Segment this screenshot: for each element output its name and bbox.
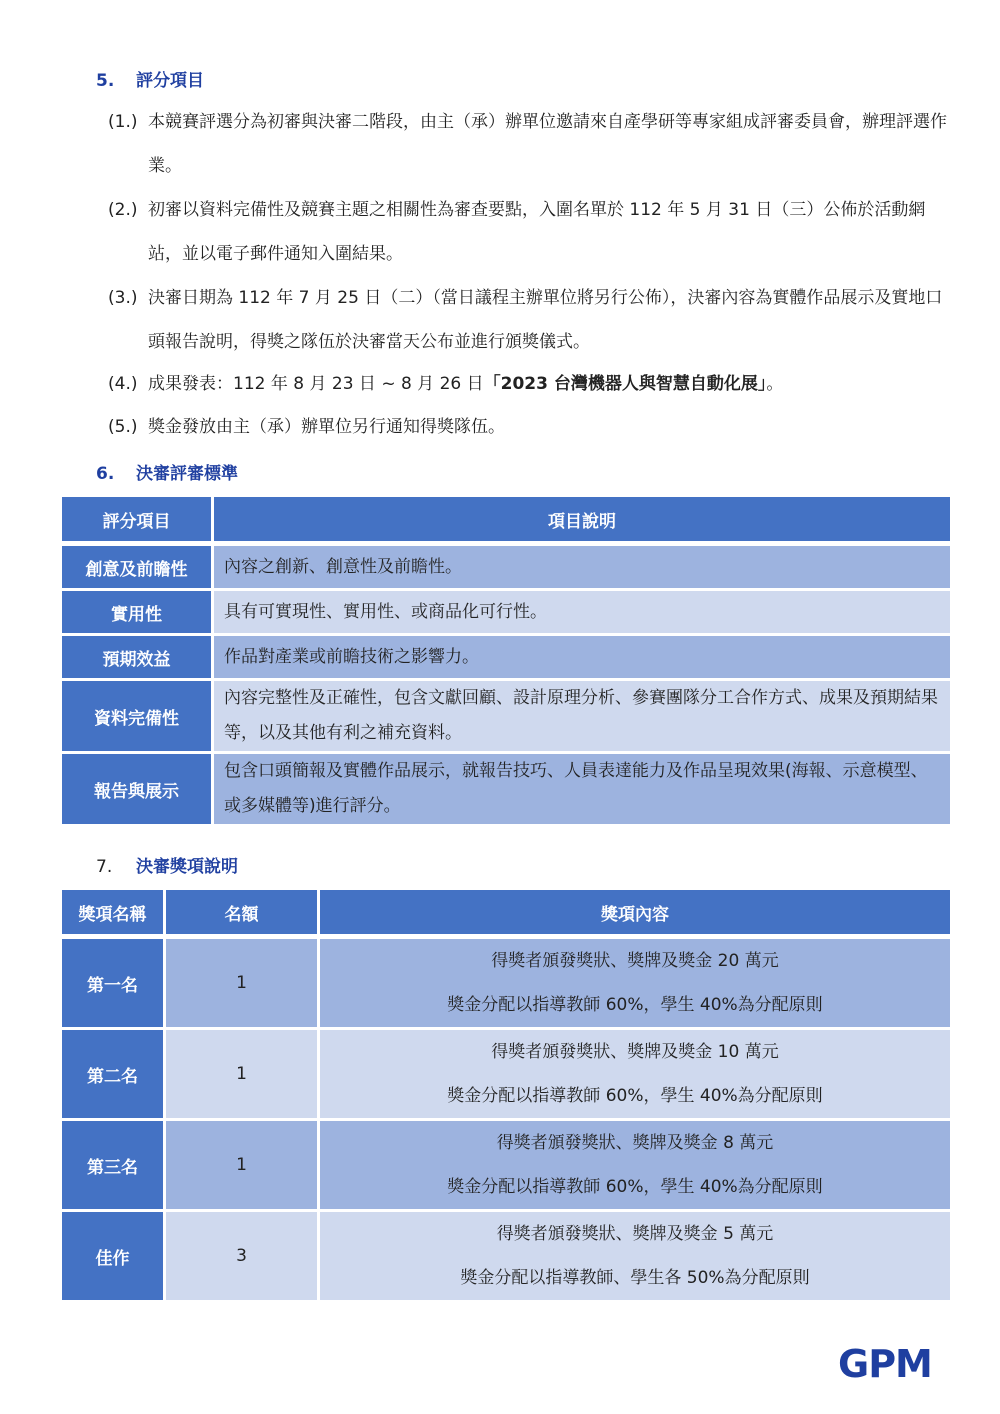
item-text-bold: 「2023 台灣機器人與智慧自動化展」 [483, 374, 767, 394]
section5-item-5 [108, 405, 948, 449]
criteria-label: 資料完備性 [62, 681, 214, 754]
table-row [62, 591, 950, 636]
section5-item-1 [108, 100, 948, 188]
item-number: (3.) [108, 288, 138, 308]
award-content [320, 1212, 950, 1300]
award-name: 第一名 [62, 939, 166, 1030]
section7-number: 7. [96, 857, 113, 877]
table-header-row [62, 497, 950, 546]
section5-title-text: 評分項目 [136, 71, 204, 91]
section5-item-4 [108, 362, 948, 406]
criteria-description: 包含口頭簡報及實體作品展示，就報告技巧、人員表達能力及作品呈現效果(海報、示意模型、或多媒體等)進行評分。 [214, 754, 950, 824]
table-row [62, 1212, 950, 1300]
award-name: 佳作 [62, 1212, 166, 1300]
column-header: 獎項名稱 [62, 890, 166, 939]
column-header: 評分項目 [62, 497, 214, 546]
award-prize-line: 得獎者頒發獎狀、獎牌及獎金 20 萬元 [491, 951, 779, 971]
section7-title [96, 852, 238, 877]
item-number: (4.) [108, 374, 138, 394]
item-text: 本競賽評選分為初審與決審二階段，由主（承）辦單位邀請來自產學研等專家組成評審委員會，辦理評選作業。 [148, 112, 947, 176]
item-text: 獎金發放由主（承）辦單位另行通知得獎隊伍。 [148, 417, 505, 437]
award-count: 1 [166, 1030, 320, 1121]
award-distribution-line: 獎金分配以指導教師、學生各 50%為分配原則 [460, 1268, 810, 1288]
table-row [62, 1121, 950, 1212]
table-row [62, 939, 950, 1030]
item-text-before: 成果發表：112 年 8 月 23 日 ~ 8 月 26 日 [148, 374, 484, 394]
item-text [148, 362, 948, 406]
table-row [62, 1030, 950, 1121]
awards-table [62, 890, 950, 1300]
section5-item-2 [108, 188, 948, 276]
section5-number: 5. [96, 71, 115, 91]
section5-item-3 [108, 276, 948, 364]
item-number: (1.) [108, 112, 138, 132]
column-header: 名額 [166, 890, 320, 939]
criteria-description: 具有可實現性、實用性、或商品化可行性。 [214, 591, 950, 636]
award-content [320, 939, 950, 1030]
column-header: 項目說明 [214, 497, 950, 546]
award-content [320, 1121, 950, 1212]
gpm-logo: GPM [838, 1342, 932, 1386]
section6-number: 6. [96, 464, 115, 484]
item-text: 初審以資料完備性及競賽主題之相關性為審查要點，入圍名單於 112 年 5 月 31 日（三）公佈於活動網站，並以電子郵件通知入圍結果。 [148, 200, 926, 264]
table-row [62, 754, 950, 824]
award-name: 第三名 [62, 1121, 166, 1212]
section6-title-text: 決審評審標準 [136, 464, 238, 484]
award-count: 1 [166, 1121, 320, 1212]
award-name: 第二名 [62, 1030, 166, 1121]
column-header: 獎項內容 [320, 890, 950, 939]
award-prize-line: 得獎者頒發獎狀、獎牌及獎金 8 萬元 [496, 1133, 774, 1153]
criteria-label: 創意及前瞻性 [62, 546, 214, 591]
table-row [62, 681, 950, 754]
table-row [62, 546, 950, 591]
section7-title-text: 決審獎項說明 [136, 857, 238, 877]
section6-title [96, 459, 238, 484]
table-header-row [62, 890, 950, 939]
award-distribution-line: 獎金分配以指導教師 60%，學生 40%為分配原則 [447, 1177, 823, 1197]
item-number: (5.) [108, 417, 138, 437]
award-content [320, 1030, 950, 1121]
award-distribution-line: 獎金分配以指導教師 60%，學生 40%為分配原則 [447, 1086, 823, 1106]
criteria-description: 內容完整性及正確性，包含文獻回顧、設計原理分析、參賽團隊分工合作方式、成果及預期結果等，以及其他有利之補充資料。 [214, 681, 950, 754]
award-prize-line: 得獎者頒發獎狀、獎牌及獎金 10 萬元 [491, 1042, 779, 1062]
award-count: 1 [166, 939, 320, 1030]
criteria-label: 報告與展示 [62, 754, 214, 824]
criteria-description: 作品對產業或前瞻技術之影響力。 [214, 636, 950, 681]
table-row [62, 636, 950, 681]
criteria-label: 實用性 [62, 591, 214, 636]
award-distribution-line: 獎金分配以指導教師 60%，學生 40%為分配原則 [447, 995, 823, 1015]
award-count: 3 [166, 1212, 320, 1300]
item-text: 決審日期為 112 年 7 月 25 日（二）（當日議程主辦單位將另行公佈），決審內容為實體作品展示及實地口頭報告說明，得獎之隊伍於決審當天公布並進行頒獎儀式。 [148, 288, 943, 352]
criteria-description: 內容之創新、創意性及前瞻性。 [214, 546, 950, 591]
award-prize-line: 得獎者頒發獎狀、獎牌及獎金 5 萬元 [496, 1224, 774, 1244]
item-text-after: 。 [766, 374, 784, 394]
judging-criteria-table [62, 497, 950, 824]
item-number: (2.) [108, 200, 138, 220]
section5-title [96, 66, 204, 91]
criteria-label: 預期效益 [62, 636, 214, 681]
